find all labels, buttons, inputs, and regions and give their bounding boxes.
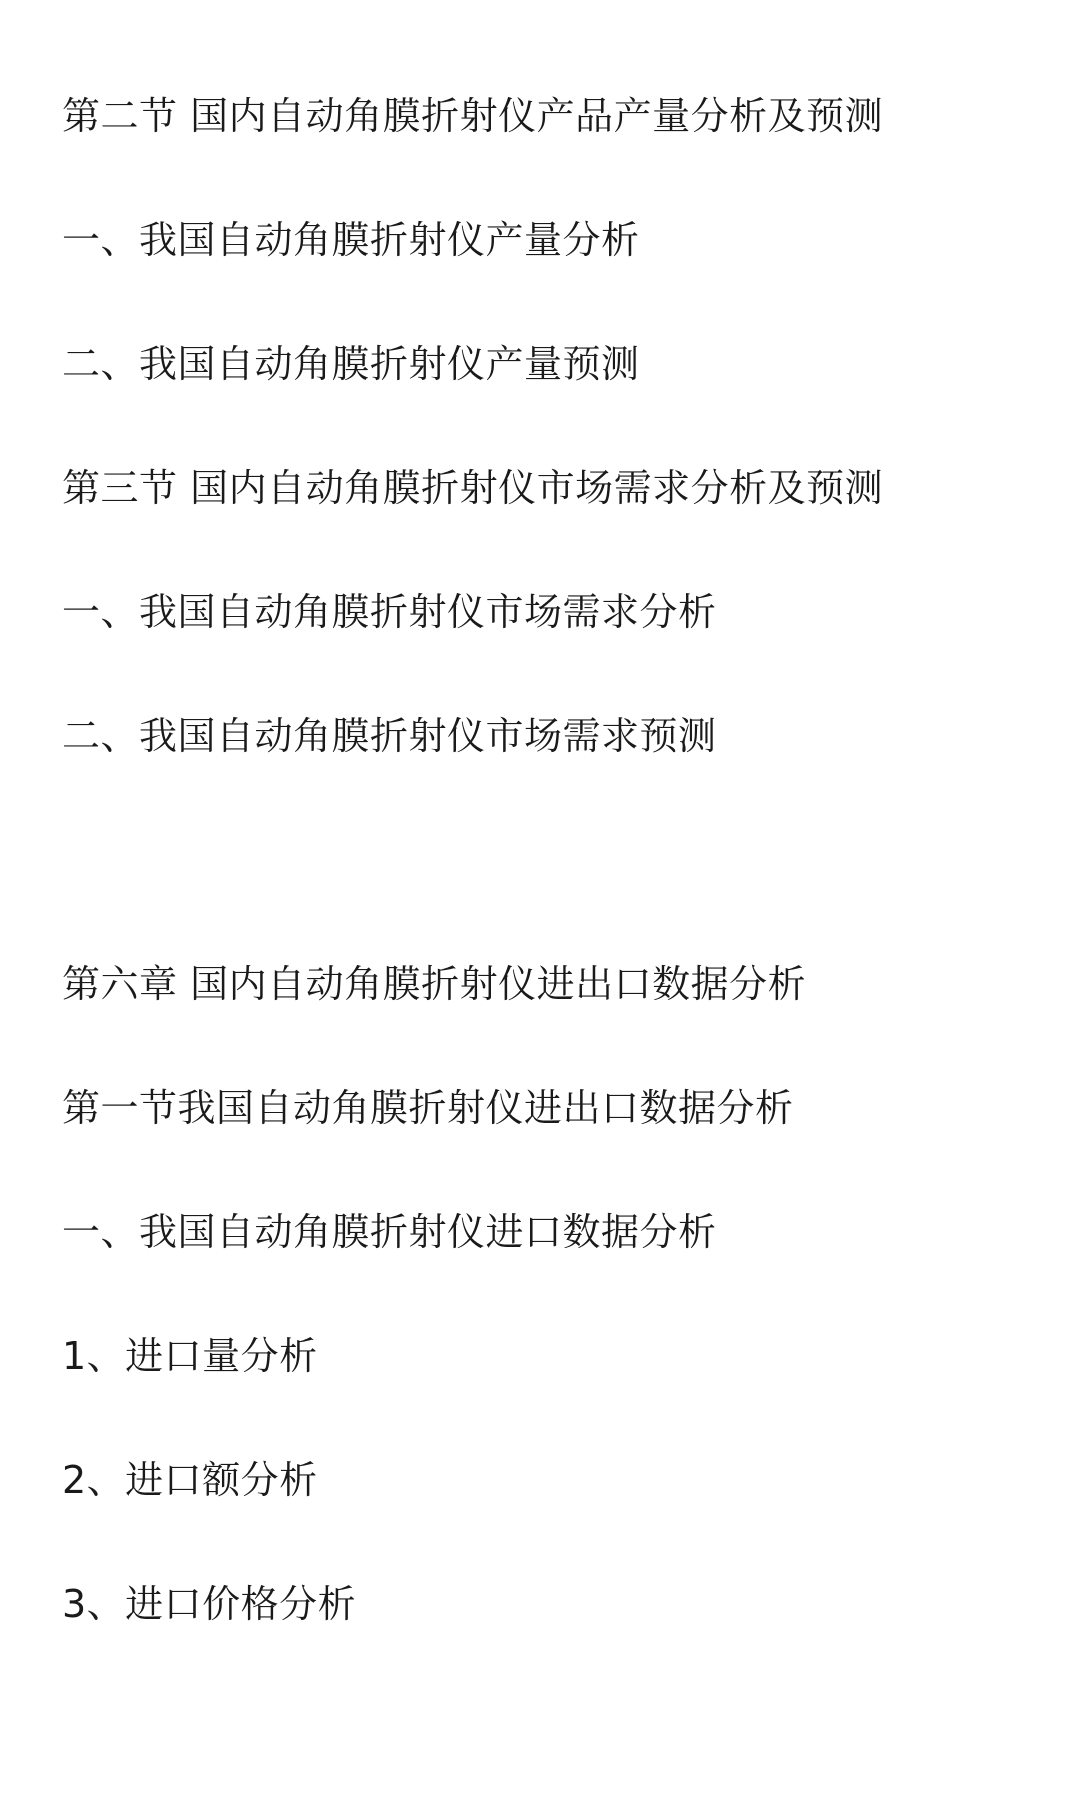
subsection-demand-forecast: 二、我国自动角膜折射仪市场需求预测 [62, 714, 717, 758]
section-heading-3: 第三节 国内自动角膜折射仪市场需求分析及预测 [62, 466, 884, 510]
item-import-value: 2、进口额分析 [62, 1458, 318, 1502]
subsection-production-analysis: 一、我国自动角膜折射仪产量分析 [62, 218, 640, 262]
subsection-import-analysis: 一、我国自动角膜折射仪进口数据分析 [62, 1210, 717, 1254]
subsection-production-forecast: 二、我国自动角膜折射仪产量预测 [62, 342, 640, 386]
item-import-volume: 1、进口量分析 [62, 1334, 318, 1378]
subsection-demand-analysis: 一、我国自动角膜折射仪市场需求分析 [62, 590, 717, 634]
section-heading-1: 第一节我国自动角膜折射仪进出口数据分析 [62, 1086, 794, 1130]
chapter-heading-6: 第六章 国内自动角膜折射仪进出口数据分析 [62, 962, 807, 1006]
section-heading-2: 第二节 国内自动角膜折射仪产品产量分析及预测 [62, 94, 884, 138]
item-import-price: 3、进口价格分析 [62, 1582, 357, 1626]
